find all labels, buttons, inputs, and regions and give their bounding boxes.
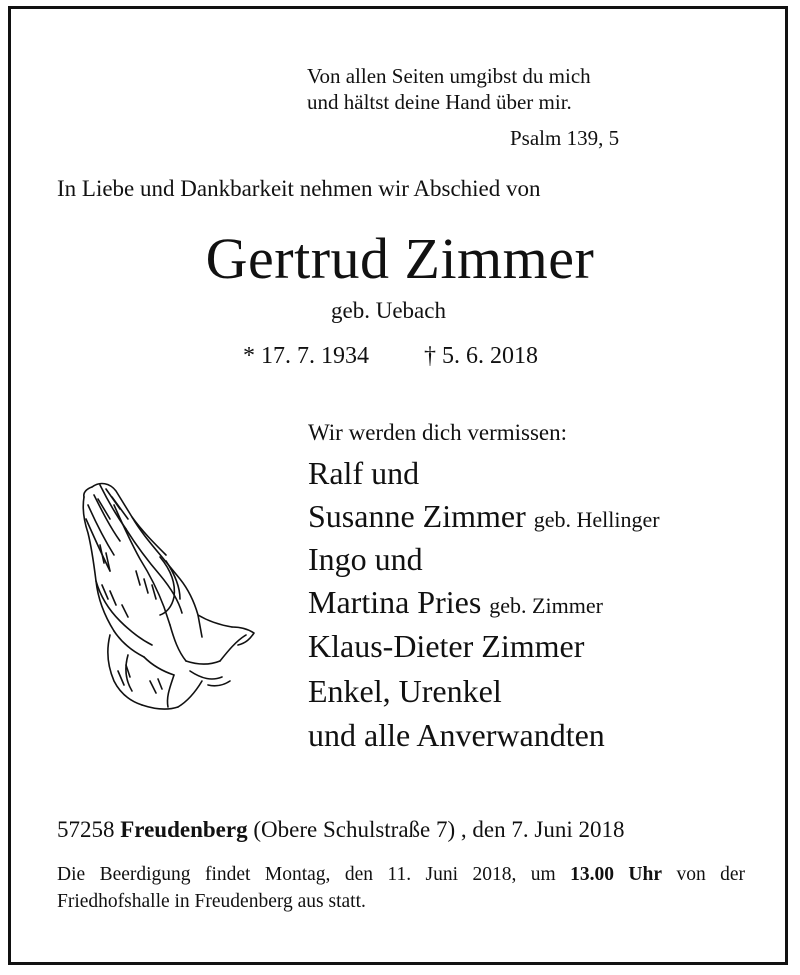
mourner-note: geb. Zimmer	[489, 593, 603, 618]
city-name: Freudenberg	[120, 817, 248, 842]
praying-hands-icon	[70, 475, 265, 715]
mourner-line: und alle Anverwandten	[308, 717, 605, 753]
verse-line-1: Von allen Seiten umgibst du mich	[307, 64, 591, 88]
birth-date: * 17. 7. 1934	[243, 343, 369, 369]
maiden-name: geb. Uebach	[331, 298, 446, 323]
zip-code: 57258	[57, 817, 115, 842]
funeral-time: 13.00 Uhr	[570, 864, 662, 885]
death-date: † 5. 6. 2018	[424, 343, 538, 369]
intro-text: In Liebe und Dankbarkeit nehmen wir Abschied von	[57, 176, 541, 201]
mourner-line: Susanne Zimmer geb. Hellinger	[308, 498, 660, 534]
announcement-date: , den 7. Juni 2018	[460, 817, 625, 842]
mourner-line: Klaus-Dieter Zimmer	[308, 628, 585, 664]
mourners-heading: Wir werden dich vermissen:	[308, 420, 568, 445]
verse-line-2: und hältst deine Hand über mir.	[307, 90, 572, 114]
mourner-line: Enkel, Urenkel	[308, 673, 502, 709]
mourner-line: Martina Pries geb. Zimmer	[308, 584, 603, 620]
street-address: (Obere Schulstraße 7)	[253, 817, 456, 842]
mourner-line: Ralf und	[308, 455, 420, 491]
deceased-name: Gertrud Zimmer	[205, 226, 595, 291]
verse-source: Psalm 139, 5	[510, 126, 620, 150]
mourner-line: Ingo und	[308, 541, 423, 577]
address-line	[57, 817, 624, 843]
funeral-notice: Die Beerdigung findet Montag, den 11. Juni 2018, um 13.00 Uhr von der Friedhofshalle in Freudenberg aus statt.	[57, 864, 746, 912]
mourner-note: geb. Hellinger	[533, 507, 660, 532]
